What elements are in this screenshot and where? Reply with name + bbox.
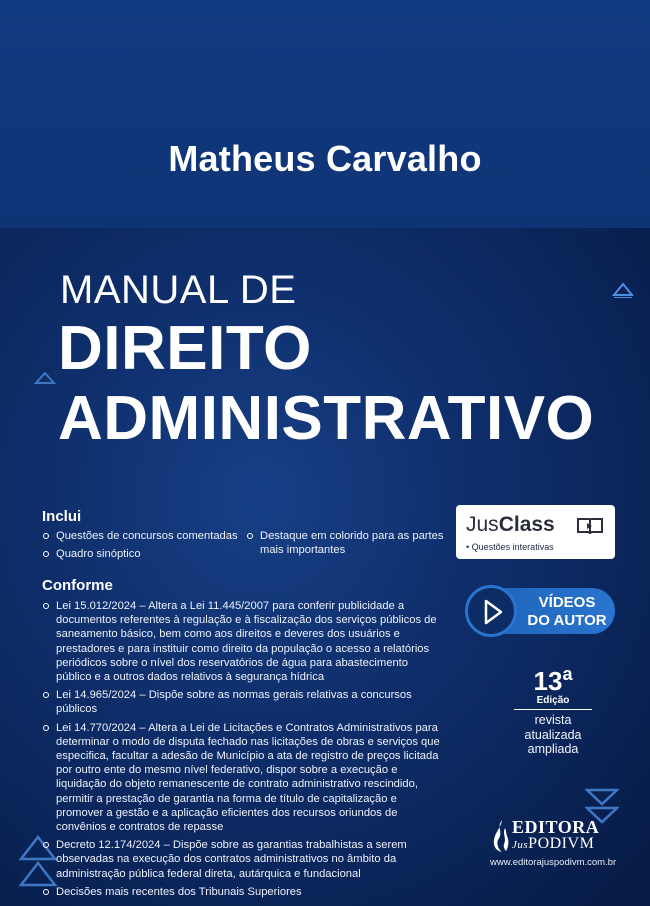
- jusclass-title-bold: Class: [498, 513, 555, 536]
- publisher-name: [512, 818, 599, 853]
- title-line-2: DIREITO: [58, 314, 312, 383]
- author-videos-badge: [467, 588, 615, 634]
- list-item: Destaque em colorido para as partes mais importantes: [246, 529, 446, 557]
- list-item: Lei 14.770/2024 – Altera a Lei de Licitações e Contratos Administrativos para determinar o modo de disputa fechado nas licitações de obras e serviços que especifica, facultar a adesão de Município a ata de registro de preços licitada por outro ente do mesmo nível federativo, dispor sobre a execução e liquidação do objeto remanescente de contrato administrativo rescindido, permitir a prestação de garantia na forma de título de capitalização e promover a gestão e a aplicação eficientes dos recursos oriundos de convênios e contratos de repasse: [42, 721, 442, 835]
- publisher-name-line-2: [512, 836, 599, 853]
- conforme-heading: Conforme: [42, 577, 113, 594]
- flame-logo-icon: [490, 818, 510, 854]
- publisher-url: www.editorajuspodivm.com.br: [490, 857, 617, 868]
- inclui-list-left: [42, 529, 262, 561]
- edition-number: [507, 664, 599, 697]
- conforme-list: [42, 599, 442, 899]
- author-band: [0, 0, 650, 228]
- publisher-name-italic: Jus: [512, 839, 529, 851]
- inclui-heading: Inclui: [42, 508, 82, 525]
- jusclass-badge: [456, 505, 615, 559]
- open-book-icon: [576, 516, 604, 536]
- triangle-outline-icon: [612, 282, 634, 298]
- triangle-outline-icon: [34, 371, 56, 385]
- list-item: Decreto 12.174/2024 – Dispõe sobre as garantias trabalhistas a serem observadas na execução dos contratos administrativos no âmbito da administração pública federal direta, autárquica e fundacional: [42, 838, 442, 881]
- title-line-3: ADMINISTRATIVO: [58, 384, 595, 453]
- title-line-1: MANUAL DE: [60, 268, 297, 312]
- edition-label: Edição: [536, 695, 570, 706]
- edition-status: ampliada: [527, 742, 579, 756]
- jusclass-title: [466, 513, 555, 537]
- videos-label: [527, 594, 607, 630]
- list-item: Lei 15.012/2024 – Altera a Lei 11.445/2007 para conferir publicidade a documentos referentes à regulação e à fiscalização dos serviços públicos de saneamento básico, bem como aos direitos e deveres dos usuários e prestadores e para instituir como direito da população o acesso a relatórios periódicos sobre o nível dos reservatórios de água para abastecimento público e a outros dados relativos à segurança hídrica: [42, 599, 442, 684]
- edition-number-value: 13: [533, 666, 563, 696]
- author-name: Matheus Carvalho: [168, 138, 482, 179]
- inclui-list-right: [246, 529, 446, 557]
- list-item: Lei 14.965/2024 – Dispõe sobre as normas gerais relativas a concursos públicos: [42, 688, 442, 716]
- edition-divider: [514, 709, 592, 710]
- edition-status: revista: [534, 713, 572, 727]
- edition-status: atualizada: [524, 727, 582, 742]
- jusclass-title-light: Jus: [466, 513, 499, 536]
- edition-info: [507, 664, 599, 757]
- videos-line-2: DO AUTOR: [527, 612, 607, 629]
- jusclass-subtitle: • Questões interativas: [466, 542, 554, 552]
- play-icon: [465, 585, 517, 637]
- list-item: Decisões mais recentes dos Tribunais Superiores: [42, 885, 442, 899]
- videos-line-1: VÍDEOS: [538, 594, 596, 611]
- edition-ordinal: a: [562, 664, 573, 684]
- list-item: Questões de concursos comentadas: [42, 529, 262, 543]
- publisher-name-main: PODIVM: [528, 835, 595, 852]
- publisher-name-line-1: EDITORA: [512, 817, 600, 837]
- list-item: Quadro sinóptico: [42, 547, 262, 561]
